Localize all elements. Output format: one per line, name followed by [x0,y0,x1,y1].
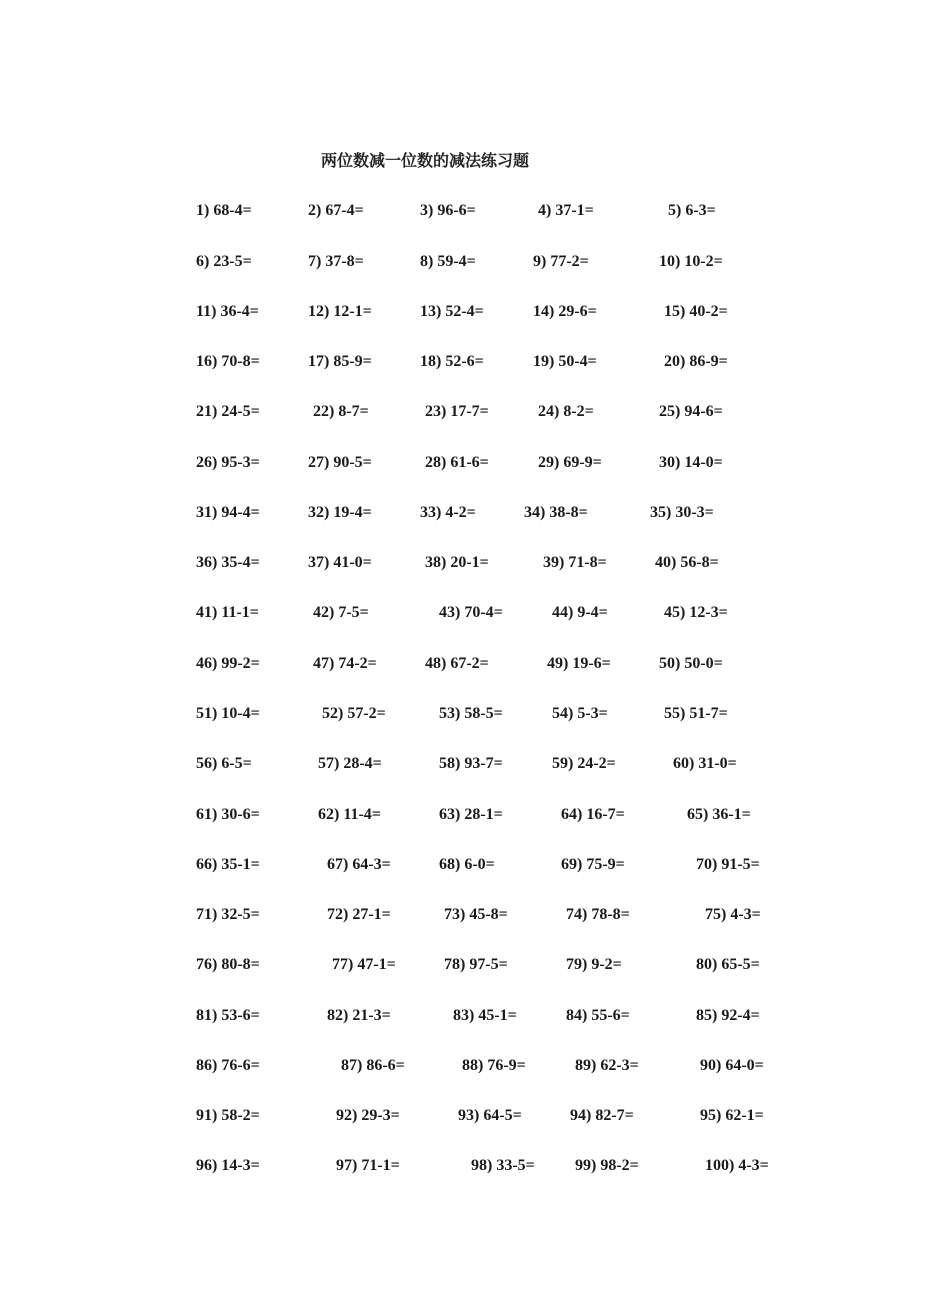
problem-55: 55) 51-7= [664,705,728,722]
problem-81: 81) 53-6= [196,1007,260,1024]
problem-63: 63) 28-1= [439,806,503,823]
problem-65: 65) 36-1= [687,806,751,823]
problem-83: 83) 45-1= [453,1007,517,1024]
problem-11: 11) 36-4= [196,303,259,320]
problem-74: 74) 78-8= [566,906,630,923]
worksheet-title: 两位数减一位数的减法练习题 [320,151,529,170]
problem-100: 100) 4-3= [705,1157,769,1174]
problem-96: 96) 14-3= [196,1157,260,1174]
problem-2: 2) 67-4= [308,202,364,219]
problem-30: 30) 14-0= [659,454,723,471]
problem-43: 43) 70-4= [439,604,503,621]
problem-62: 62) 11-4= [318,806,381,823]
problem-51: 51) 10-4= [196,705,260,722]
problem-60: 60) 31-0= [673,755,737,772]
problem-66: 66) 35-1= [196,856,260,873]
problem-70: 70) 91-5= [696,856,760,873]
problem-57: 57) 28-4= [318,755,382,772]
problem-39: 39) 71-8= [543,554,607,571]
problem-22: 22) 8-7= [313,403,369,420]
problem-67: 67) 64-3= [327,856,391,873]
problem-18: 18) 52-6= [420,353,484,370]
problem-69: 69) 75-9= [561,856,625,873]
problem-23: 23) 17-7= [425,403,489,420]
problem-82: 82) 21-3= [327,1007,391,1024]
problem-14: 14) 29-6= [533,303,597,320]
problem-25: 25) 94-6= [659,403,723,420]
problem-13: 13) 52-4= [420,303,484,320]
problem-42: 42) 7-5= [313,604,369,621]
problem-88: 88) 76-9= [462,1057,526,1074]
problem-38: 38) 20-1= [425,554,489,571]
problem-71: 71) 32-5= [196,906,260,923]
problem-68: 68) 6-0= [439,856,495,873]
problem-33: 33) 4-2= [420,504,476,521]
problem-54: 54) 5-3= [552,705,608,722]
problem-47: 47) 74-2= [313,655,377,672]
problem-92: 92) 29-3= [336,1107,400,1124]
problem-20: 20) 86-9= [664,353,728,370]
problem-72: 72) 27-1= [327,906,391,923]
problem-94: 94) 82-7= [570,1107,634,1124]
problem-64: 64) 16-7= [561,806,625,823]
problem-7: 7) 37-8= [308,253,364,270]
problem-10: 10) 10-2= [659,253,723,270]
problem-91: 91) 58-2= [196,1107,260,1124]
problem-15: 15) 40-2= [664,303,728,320]
problem-5: 5) 6-3= [668,202,716,219]
problem-27: 27) 90-5= [308,454,372,471]
problem-9: 9) 77-2= [533,253,589,270]
problem-34: 34) 38-8= [524,504,588,521]
problem-1: 1) 68-4= [196,202,252,219]
problem-45: 45) 12-3= [664,604,728,621]
problem-50: 50) 50-0= [659,655,723,672]
problem-75: 75) 4-3= [705,906,761,923]
problem-19: 19) 50-4= [533,353,597,370]
problem-8: 8) 59-4= [420,253,476,270]
problem-61: 61) 30-6= [196,806,260,823]
problem-4: 4) 37-1= [538,202,594,219]
problem-41: 41) 11-1= [196,604,259,621]
problem-76: 76) 80-8= [196,956,260,973]
problem-12: 12) 12-1= [308,303,372,320]
problem-56: 56) 6-5= [196,755,252,772]
problem-53: 53) 58-5= [439,705,503,722]
problem-26: 26) 95-3= [196,454,260,471]
problem-21: 21) 24-5= [196,403,260,420]
problem-86: 86) 76-6= [196,1057,260,1074]
problem-3: 3) 96-6= [420,202,476,219]
problem-48: 48) 67-2= [425,655,489,672]
problem-58: 58) 93-7= [439,755,503,772]
problem-49: 49) 19-6= [547,655,611,672]
problem-87: 87) 86-6= [341,1057,405,1074]
problem-79: 79) 9-2= [566,956,622,973]
problem-97: 97) 71-1= [336,1157,400,1174]
problem-40: 40) 56-8= [655,554,719,571]
problem-90: 90) 64-0= [700,1057,764,1074]
problem-59: 59) 24-2= [552,755,616,772]
problem-29: 29) 69-9= [538,454,602,471]
problem-98: 98) 33-5= [471,1157,535,1174]
problem-89: 89) 62-3= [575,1057,639,1074]
problem-35: 35) 30-3= [650,504,714,521]
problem-46: 46) 99-2= [196,655,260,672]
problem-31: 31) 94-4= [196,504,260,521]
problem-78: 78) 97-5= [444,956,508,973]
problem-80: 80) 65-5= [696,956,760,973]
problem-95: 95) 62-1= [700,1107,764,1124]
problem-99: 99) 98-2= [575,1157,639,1174]
problem-16: 16) 70-8= [196,353,260,370]
problem-28: 28) 61-6= [425,454,489,471]
problem-37: 37) 41-0= [308,554,372,571]
problem-84: 84) 55-6= [566,1007,630,1024]
problem-44: 44) 9-4= [552,604,608,621]
problem-93: 93) 64-5= [458,1107,522,1124]
problem-32: 32) 19-4= [308,504,372,521]
problem-17: 17) 85-9= [308,353,372,370]
problem-77: 77) 47-1= [332,956,396,973]
problem-24: 24) 8-2= [538,403,594,420]
problem-36: 36) 35-4= [196,554,260,571]
problem-73: 73) 45-8= [444,906,508,923]
problem-6: 6) 23-5= [196,253,252,270]
problem-52: 52) 57-2= [322,705,386,722]
problem-85: 85) 92-4= [696,1007,760,1024]
